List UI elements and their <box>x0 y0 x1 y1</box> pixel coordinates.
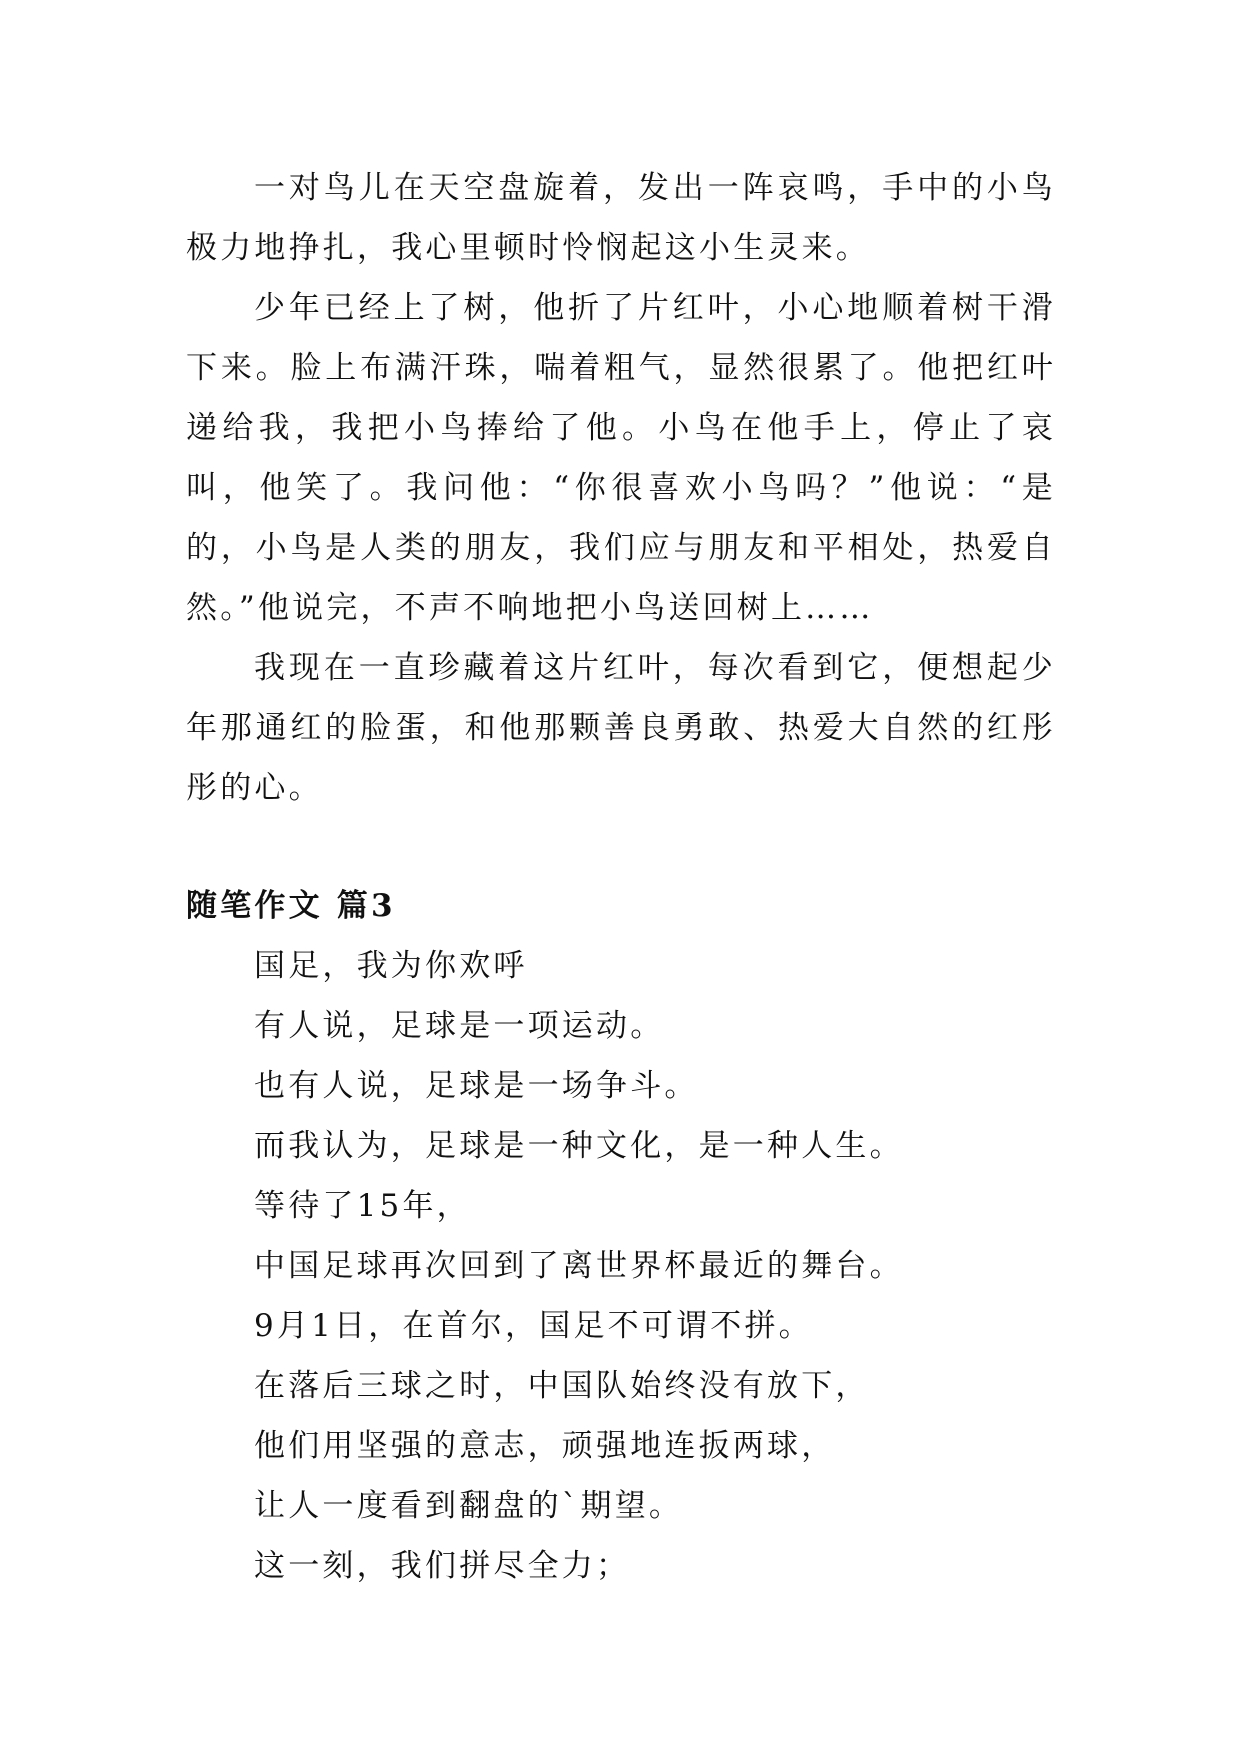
poem-line: 让人一度看到翻盘的`期望。 <box>254 1488 684 1524</box>
paragraph: 我现在一直珍藏着这片红叶，每次看到它，便想起少年那通红的脸蛋，和他那颗善良勇敢、热爱大自然的红彤彤的心。 <box>186 650 1056 806</box>
poem-line: 而我认为，足球是一种文化，是一种人生。 <box>254 1128 904 1164</box>
poem-block <box>186 936 1056 1596</box>
document-body <box>186 158 1056 1596</box>
poem-line: 等待了15年， <box>254 1188 471 1224</box>
paragraph: 少年已经上了树，他折了片红叶，小心地顺着树干滑下来。脸上布满汗珠，喘着粗气，显然很累了。他把红叶递给我，我把小鸟捧给了他。小鸟在他手上，停止了哀叫，他笑了。我问他：“你很喜欢小鸟吗？”他说：“是的，小鸟是人类的朋友，我们应与朋友和平相处，热爱自然。”他说完，不声不响地把小鸟送回树上…… <box>186 290 1056 626</box>
paragraph: 一对鸟儿在天空盘旋着，发出一阵哀鸣，手中的小鸟极力地挣扎，我心里顿时怜悯起这小生灵来。 <box>186 170 1056 266</box>
poem-line: 9月1日，在首尔，国足不可谓不拼。 <box>254 1308 813 1344</box>
poem-line: 也有人说，足球是一场争斗。 <box>254 1068 699 1104</box>
section-heading: 随笔作文 篇3 <box>186 888 396 924</box>
poem-title: 国足，我为你欢呼 <box>254 948 528 984</box>
poem-line: 他们用坚强的意志，顽强地连扳两球， <box>254 1428 836 1464</box>
poem-line: 这一刻，我们拼尽全力； <box>254 1548 631 1584</box>
poem-line: 有人说，足球是一项运动。 <box>254 1008 665 1044</box>
poem-line: 在落后三球之时，中国队始终没有放下， <box>254 1368 870 1404</box>
poem-line: 中国足球再次回到了离世界杯最近的舞台。 <box>254 1248 904 1284</box>
